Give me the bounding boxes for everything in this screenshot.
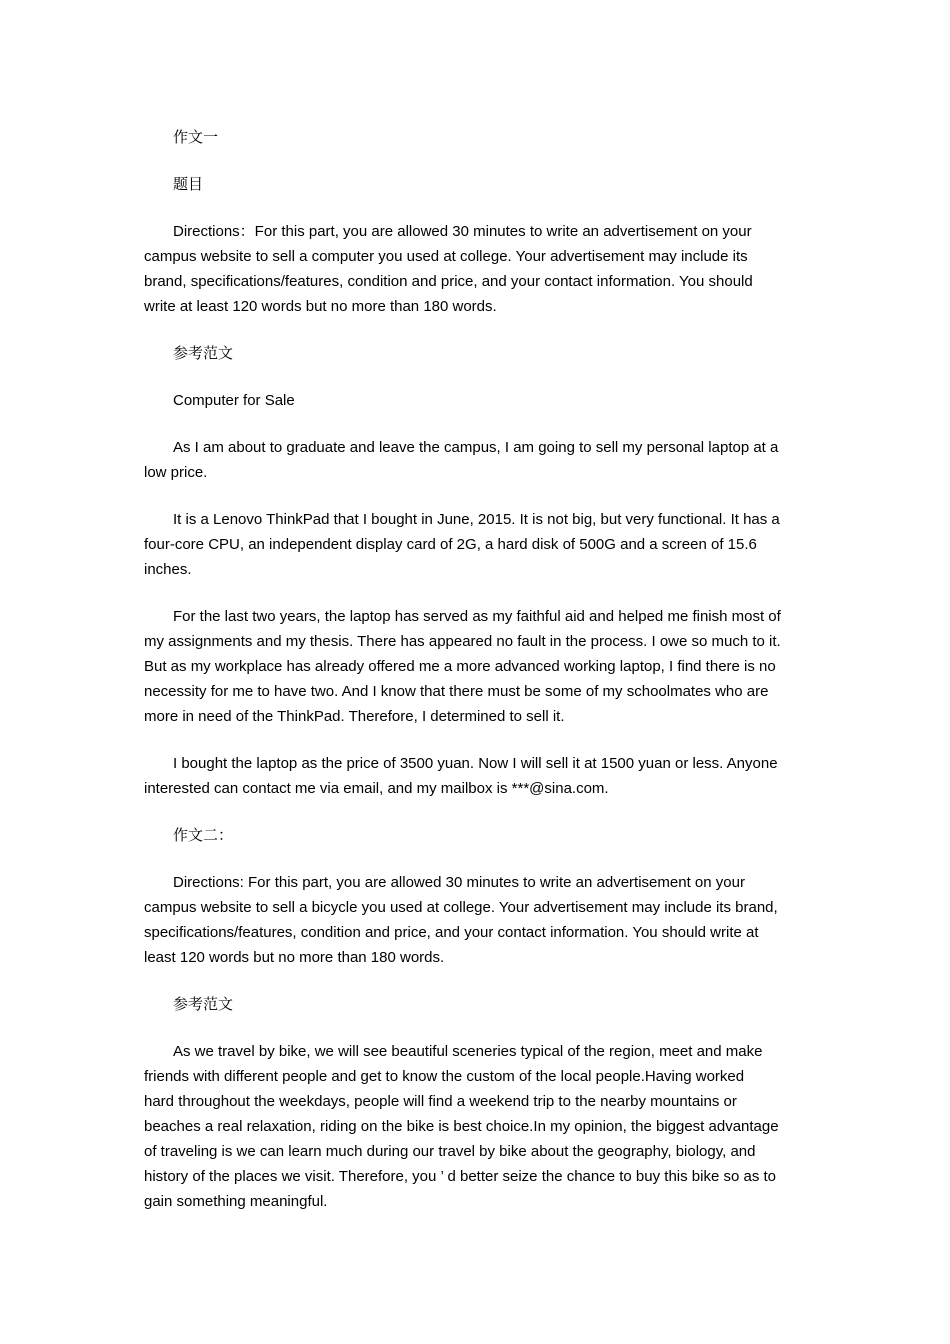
paragraph [144,435,814,485]
text-line: necessity for me to have two. And I know that there must be some of my schoolmates who are [144,683,769,700]
text-line: Directions：For this part, you are allowed 30 minutes to write an advertisement on your [173,223,752,240]
text-line: hard throughout the weekdays, people will find a weekend trip to the nearby mountains or [144,1093,737,1110]
text-line: campus website to sell a computer you used at college. Your advertisement may include its [144,248,748,265]
section-heading [144,388,814,413]
paragraph [144,507,814,582]
text-line: I bought the laptop as the price of 3500 yuan. Now I will sell it at 1500 yuan or less. Anyone [173,755,778,772]
text-line: As we travel by bike, we will see beautiful sceneries typical of the region, meet and make [173,1043,763,1060]
text-line: 作文二： [173,827,234,844]
text-line: least 120 words but no more than 180 words. [144,949,445,966]
text-line: It is a Lenovo ThinkPad that I bought in June, 2015. It is not big, but very functional. It has a [173,511,780,528]
text-line: 作文一 [173,129,219,146]
text-line: my assignments and my thesis. There has appeared no fault in the process. I owe so much to it. [144,633,781,650]
text-line: But as my workplace has already offered me a more advanced working laptop, I find there is no [144,658,776,675]
paragraph [144,604,814,729]
paragraph [144,1039,814,1214]
paragraph [144,219,814,319]
text-line: 参考范文 [173,345,234,362]
document-page [144,125,814,1236]
text-line: 题目 [173,176,204,193]
text-line: four-core CPU, an independent display card of 2G, a hard disk of 500G and a screen of 15.6 [144,536,757,553]
text-line: inches. [144,561,192,578]
text-line: As I am about to graduate and leave the campus, I am going to sell my personal laptop at a [173,439,779,456]
text-line: specifications/features, condition and price, and your contact information. You should write at [144,924,759,941]
text-line: Computer for Sale [173,392,295,409]
text-line: 参考范文 [173,996,234,1013]
text-line: gain something meaningful. [144,1193,328,1210]
section-heading [144,823,814,848]
text-line: low price. [144,464,208,481]
text-line: brand, specifications/features, condition and price, and your contact information. You should [144,273,753,290]
text-line: campus website to sell a bicycle you used at college. Your advertisement may include its brand, [144,899,778,916]
section-heading [144,341,814,366]
paragraph [144,870,814,970]
paragraph [144,751,814,801]
section-heading [144,992,814,1017]
text-line: history of the places we visit. Therefore, you ’ d better seize the chance to buy this bike so as to [144,1168,776,1185]
text-line: Directions: For this part, you are allowed 30 minutes to write an advertisement on your [173,874,745,891]
text-line: more in need of the ThinkPad. Therefore, I determined to sell it. [144,708,565,725]
text-line: beaches a real relaxation, riding on the bike is best choice.In my opinion, the biggest advantage [144,1118,779,1135]
text-line: of traveling is we can learn much during our travel by bike about the geography, biology, and [144,1143,756,1160]
text-line: friends with different people and get to know the custom of the local people.Having worked [144,1068,745,1085]
text-line: For the last two years, the laptop has served as my faithful aid and helped me finish most of [173,608,781,625]
text-line: interested can contact me via email, and my mailbox is ***@sina.com. [144,780,609,797]
section-heading [144,172,814,197]
text-line: write at least 120 words but no more than 180 words. [144,298,497,315]
section-heading [144,125,814,150]
